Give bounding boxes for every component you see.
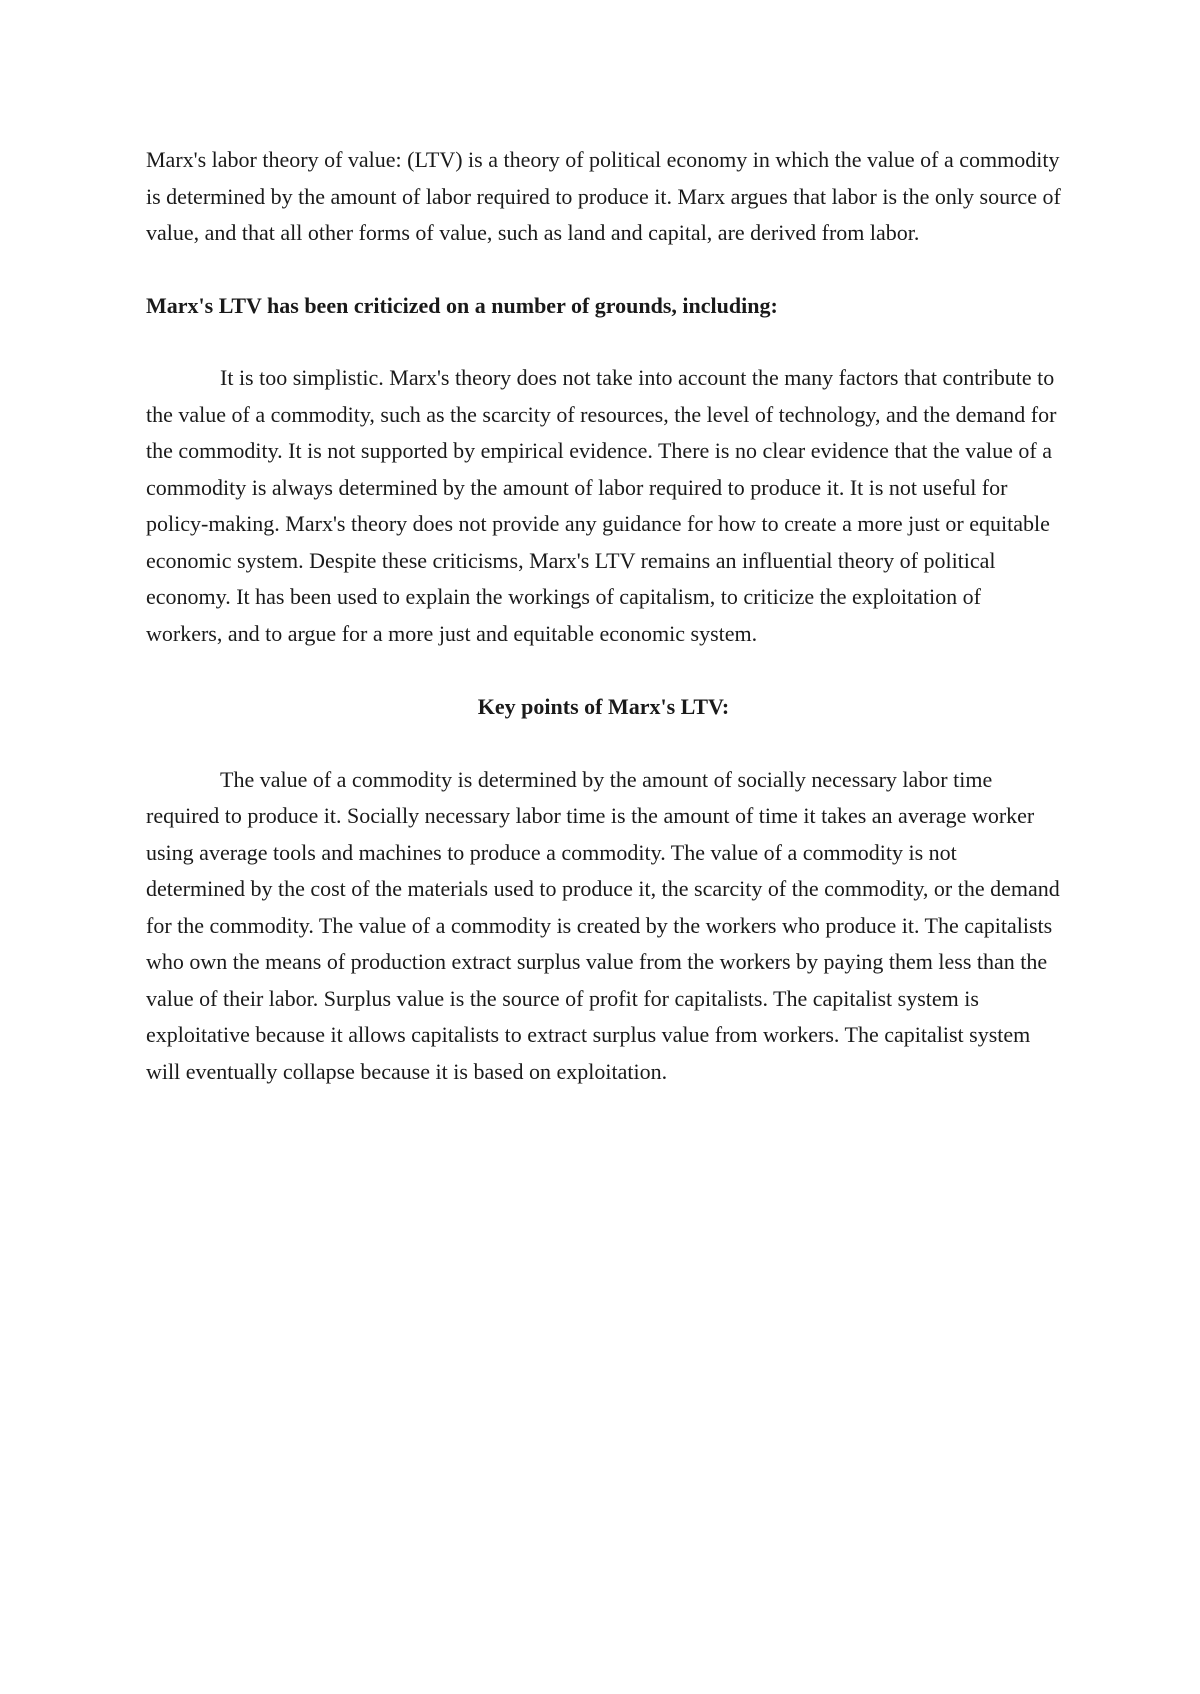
intro-paragraph: Marx's labor theory of value: (LTV) is a theory of political economy in which the value of a commodity is determined by the amount of labor required to produce it. Marx argues that labor is the only source of value, and that all other forms of value, such as land and capital, are derived from labor.: [146, 147, 1061, 245]
key-points-paragraph: The value of a commodity is determined by the amount of socially necessary labor time required to produce it. Socially necessary labor time is the amount of time it takes an average worker using average tools and machines to produce a commodity. The value of a commodity is not determined by the cost of the materials used to produce it, the scarcity of the commodity, or the demand for the commodity. The value of a commodity is created by the workers who produce it. The capitalists who own the means of production extract surplus value from the workers by paying them less than the value of their labor. Surplus value is the source of profit for capitalists. The capitalist system is exploitative because it allows capitalists to extract surplus value from workers. The capitalist system will eventually collapse because it is based on exploitation.: [146, 766, 1060, 1084]
key-points-heading: Key points of Marx's LTV:: [477, 694, 730, 719]
criticism-heading: Marx's LTV has been criticized on a number of grounds, including:: [146, 292, 778, 318]
document-body: [146, 142, 1061, 1090]
criticism-paragraph: It is too simplistic. Marx's theory does not take into account the many factors that contribute to the value of a commodity, such as the scarcity of resources, the level of technology, and the demand for the commodity. It is not supported by empirical evidence. There is no clear evidence that the value of a commodity is always determined by the amount of labor required to produce it. It is not useful for policy-making. Marx's theory does not provide any guidance for how to create a more just or equitable economic system. Despite these criticisms, Marx's LTV remains an influential theory of political economy. It has been used to explain the workings of capitalism, to criticize the exploitation of workers, and to argue for a more just and equitable economic system.: [146, 365, 1057, 646]
